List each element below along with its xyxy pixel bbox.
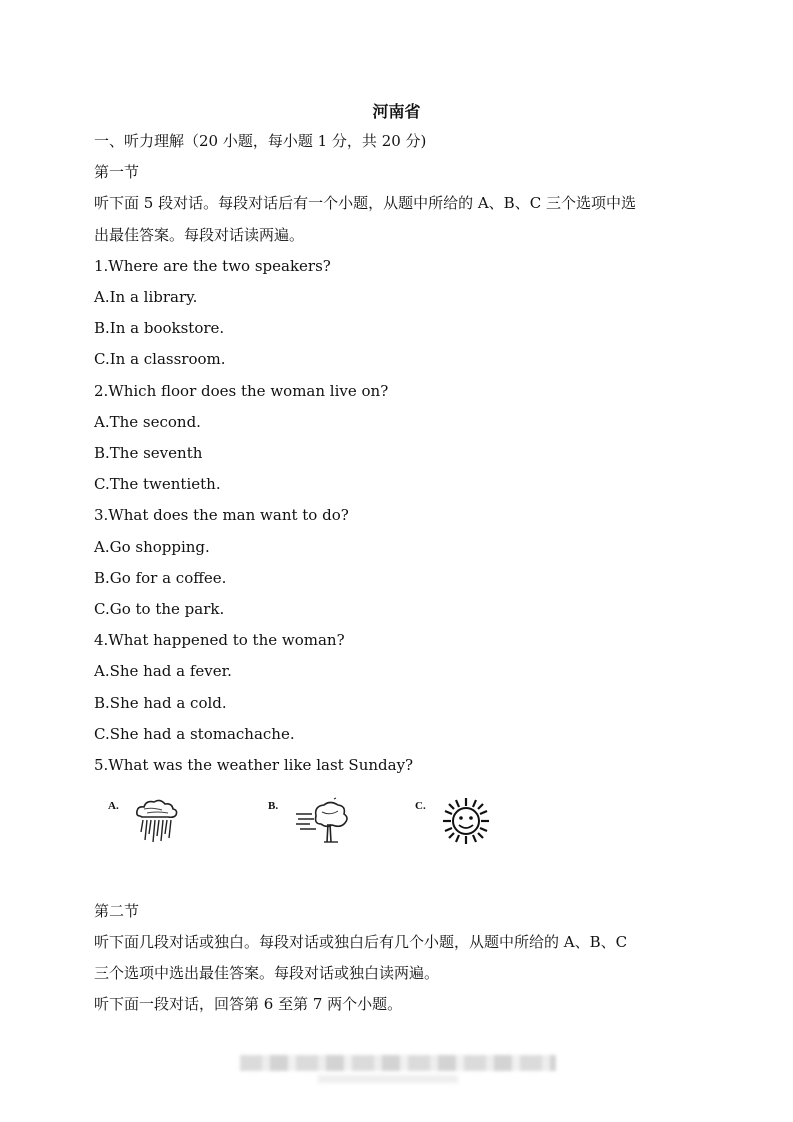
section-heading: 一、听力理解（20 小题，每小题 1 分，共 20 分): [94, 132, 427, 150]
q1-option-c: C.In a classroom.: [94, 350, 226, 368]
q5-option-b-label: B.: [268, 800, 279, 812]
blurred-footer: [240, 1055, 556, 1071]
q3-option-b: B.Go for a coffee.: [94, 569, 227, 587]
q4-option-a: A.She had a fever.: [94, 662, 232, 680]
q3-option-a: A.Go shopping.: [94, 538, 210, 556]
q5-option-a-label: A.: [108, 800, 119, 812]
q1-option-a: A.In a library.: [94, 288, 198, 306]
question-2: 2.Which floor does the woman live on?: [94, 382, 389, 400]
rain-cloud-icon: [132, 796, 182, 846]
q5-option-a: [108, 796, 188, 848]
part2-label: 第二节: [94, 902, 140, 920]
q3-option-c: C.Go to the park.: [94, 600, 225, 618]
windy-tree-icon: [294, 796, 356, 848]
q2-option-a: A.The second.: [94, 413, 201, 431]
part2-instruction-line3: 听下面一段对话，回答第 6 至第 7 两个小题。: [94, 995, 403, 1013]
part1-instruction-line2: 出最佳答案。每段对话读两遍。: [94, 226, 305, 244]
part2-instruction-line1: 听下面几段对话或独白。每段对话或独白后有几个小题，从题中所给的 A、B、C: [94, 933, 628, 951]
q1-option-b: B.In a bookstore.: [94, 319, 225, 337]
q5-option-b: [268, 796, 368, 848]
question-4: 4.What happened to the woman?: [94, 631, 345, 649]
question-1: 1.Where are the two speakers?: [94, 257, 331, 275]
q5-option-c-label: C.: [415, 800, 426, 812]
part2-instruction-line2: 三个选项中选出最佳答案。每段对话或独白读两遍。: [94, 964, 440, 982]
q4-option-b: B.She had a cold.: [94, 694, 227, 712]
q4-option-c: C.She had a stomachache.: [94, 725, 295, 743]
blurred-footer-sub: [318, 1075, 458, 1083]
question-5: 5.What was the weather like last Sunday?: [94, 756, 414, 774]
q2-option-b: B.The seventh: [94, 444, 203, 462]
q5-option-c: [415, 796, 505, 848]
page-title: 河南省: [372, 102, 421, 121]
q2-option-c: C.The twentieth.: [94, 475, 221, 493]
question-3: 3.What does the man want to do?: [94, 506, 349, 524]
part1-instruction-line1: 听下面 5 段对话。每段对话后有一个小题，从题中所给的 A、B、C 三个选项中选: [94, 194, 636, 212]
sun-icon: [441, 796, 491, 846]
part1-label: 第一节: [94, 163, 140, 181]
